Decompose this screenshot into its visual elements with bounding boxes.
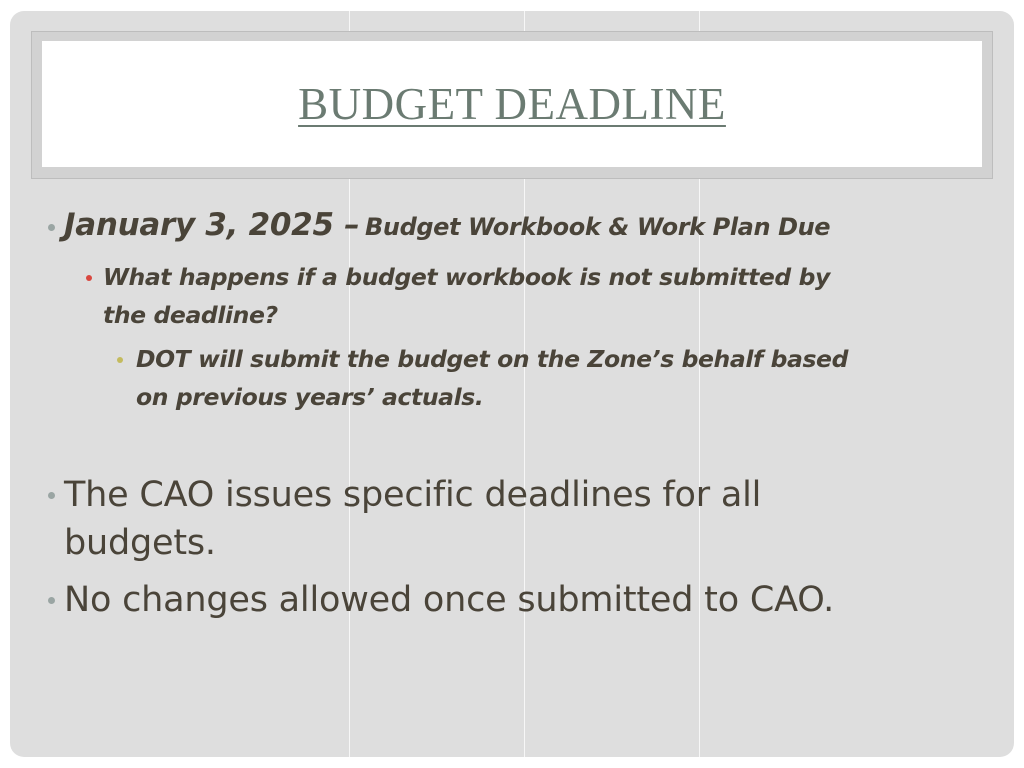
bullet-answer (117, 340, 848, 416)
no-changes-line: No changes allowed once submitted to CAO. (64, 580, 835, 620)
bullet-dot-icon (117, 357, 123, 363)
slide-panel (10, 11, 1014, 757)
bullet-cao-deadlines (48, 471, 761, 567)
bullet-text (64, 576, 834, 624)
deadline-description: Budget Workbook & Work Plan Due (365, 213, 831, 241)
answer-line-1: DOT will submit the budget on the Zone’s behalf based (136, 345, 849, 373)
bullet-dot-icon (86, 275, 92, 281)
bullet-dot-icon (48, 224, 55, 231)
cao-line-1: The CAO issues specific deadlines for all (64, 475, 762, 515)
bullet-deadline-date (48, 207, 830, 243)
bullet-dot-icon (48, 492, 55, 499)
bullet-dot-icon (48, 597, 55, 604)
bullet-text (103, 258, 830, 334)
question-line-2: the deadline? (103, 301, 278, 329)
bullet-text (64, 207, 830, 243)
bullet-text (136, 340, 848, 416)
slide-title: BUDGET DEADLINE (298, 79, 726, 129)
bullet-text (64, 471, 761, 567)
bullet-no-changes (48, 576, 834, 624)
slide-body (10, 11, 1014, 757)
cao-line-2: budgets. (64, 523, 216, 563)
bullet-question (86, 258, 830, 334)
answer-line-2: on previous years’ actuals. (136, 383, 484, 411)
question-line-1: What happens if a budget workbook is not submitted by (103, 263, 830, 291)
deadline-date: January 3, 2025 – (64, 207, 360, 243)
